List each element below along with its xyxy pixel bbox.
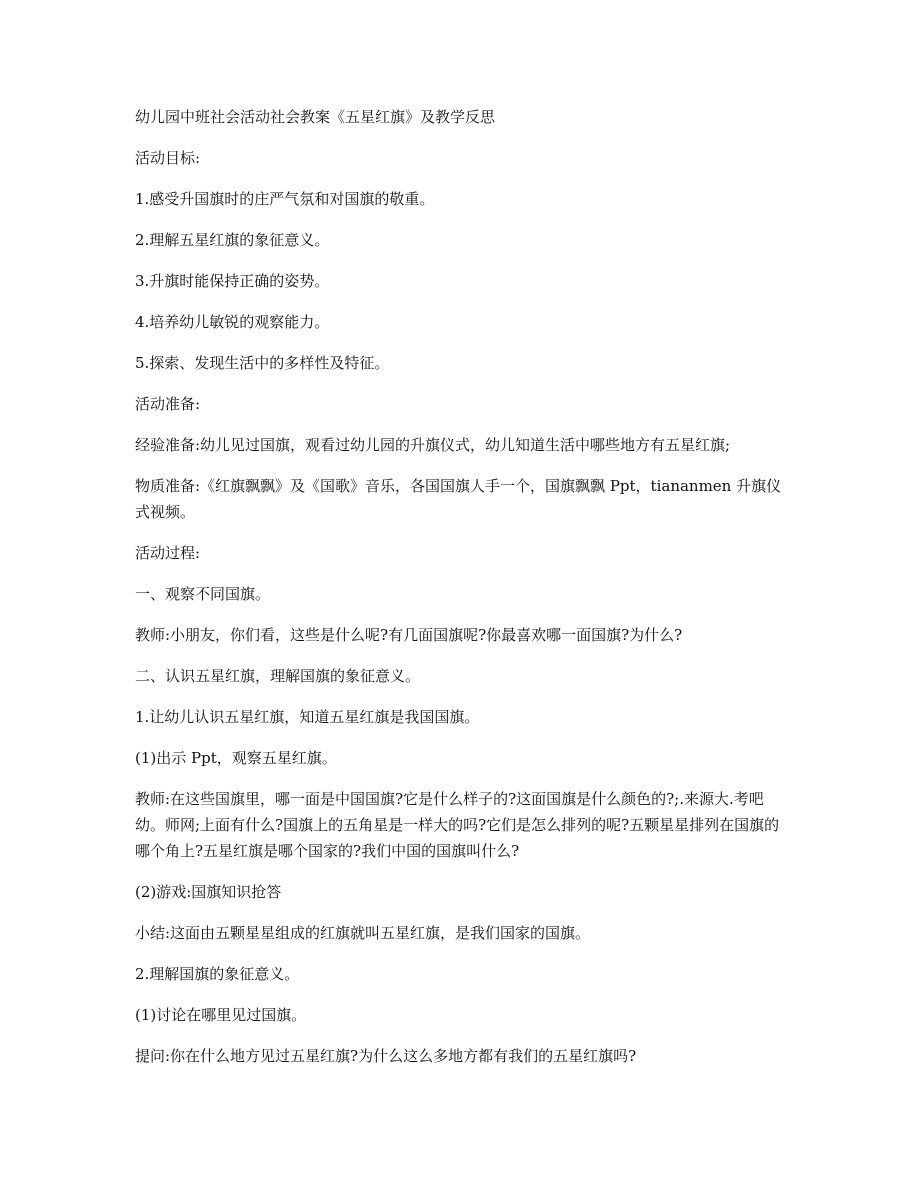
sub-step-2-2: 2.理解国旗的象征意义。 xyxy=(135,965,300,983)
teacher-dialogue-2: 教师:在这些国旗里，哪一面是中国国旗?它是什么样子的?这面国旗是什么颜色的?;.来源大.考吧幼。师网;上面有什么?国旗上的五角星是一样大的吗?它们是怎么排列的呢?五颗星星排列在国旗的哪个角上?五星红旗是哪个国家的?我们中国的国旗叫什么? xyxy=(135,790,780,860)
goal-item-3: 3.升旗时能保持正确的姿势。 xyxy=(135,272,330,290)
sub-step-2-1-2: (2)游戏:国旗知识抢答 xyxy=(135,883,282,901)
section-heading-process: 活动过程: xyxy=(135,544,201,562)
process-step-2: 二、认识五星红旗，理解国旗的象征意义。 xyxy=(135,667,421,685)
document-page xyxy=(135,104,787,1084)
goal-item-2: 2.理解五星红旗的象征意义。 xyxy=(135,231,330,249)
sub-step-2-1-1: (1)出示 Ppt，观察五星红旗。 xyxy=(135,749,337,767)
goal-item-1: 1.感受升国旗时的庄严气氛和对国旗的敬重。 xyxy=(135,190,435,208)
material-preparation: 物质准备:《红旗飘飘》及《国歌》音乐，各国国旗人手一个，国旗飘飘 Ppt，tiananmen 升旗仪式视频。 xyxy=(135,477,782,521)
section-heading-preparation: 活动准备: xyxy=(135,395,201,413)
process-step-1: 一、观察不同国旗。 xyxy=(135,585,271,603)
question: 提问:你在什么地方见过五星红旗?为什么这么多地方都有我们的五星红旗吗? xyxy=(135,1047,637,1065)
sub-step-2-2-1: (1)讨论在哪里见过国旗。 xyxy=(135,1006,307,1024)
sub-step-2-1: 1.让幼儿认识五星红旗，知道五星红旗是我国国旗。 xyxy=(135,708,480,726)
summary: 小结:这面由五颗星星组成的红旗就叫五星红旗，是我们国家的国旗。 xyxy=(135,924,591,942)
goal-item-4: 4.培养幼儿敏锐的观察能力。 xyxy=(135,313,330,331)
teacher-dialogue-1: 教师:小朋友，你们看，这些是什么呢?有几面国旗呢?你最喜欢哪一面国旗?为什么? xyxy=(135,626,683,644)
section-heading-goals: 活动目标: xyxy=(135,149,201,167)
document-title: 幼儿园中班社会活动社会教案《五星红旗》及教学反思 xyxy=(135,108,496,126)
experience-preparation: 经验准备:幼儿见过国旗，观看过幼儿园的升旗仪式，幼儿知道生活中哪些地方有五星红旗; xyxy=(135,436,731,454)
goal-item-5: 5.探索、发现生活中的多样性及特征。 xyxy=(135,354,390,372)
